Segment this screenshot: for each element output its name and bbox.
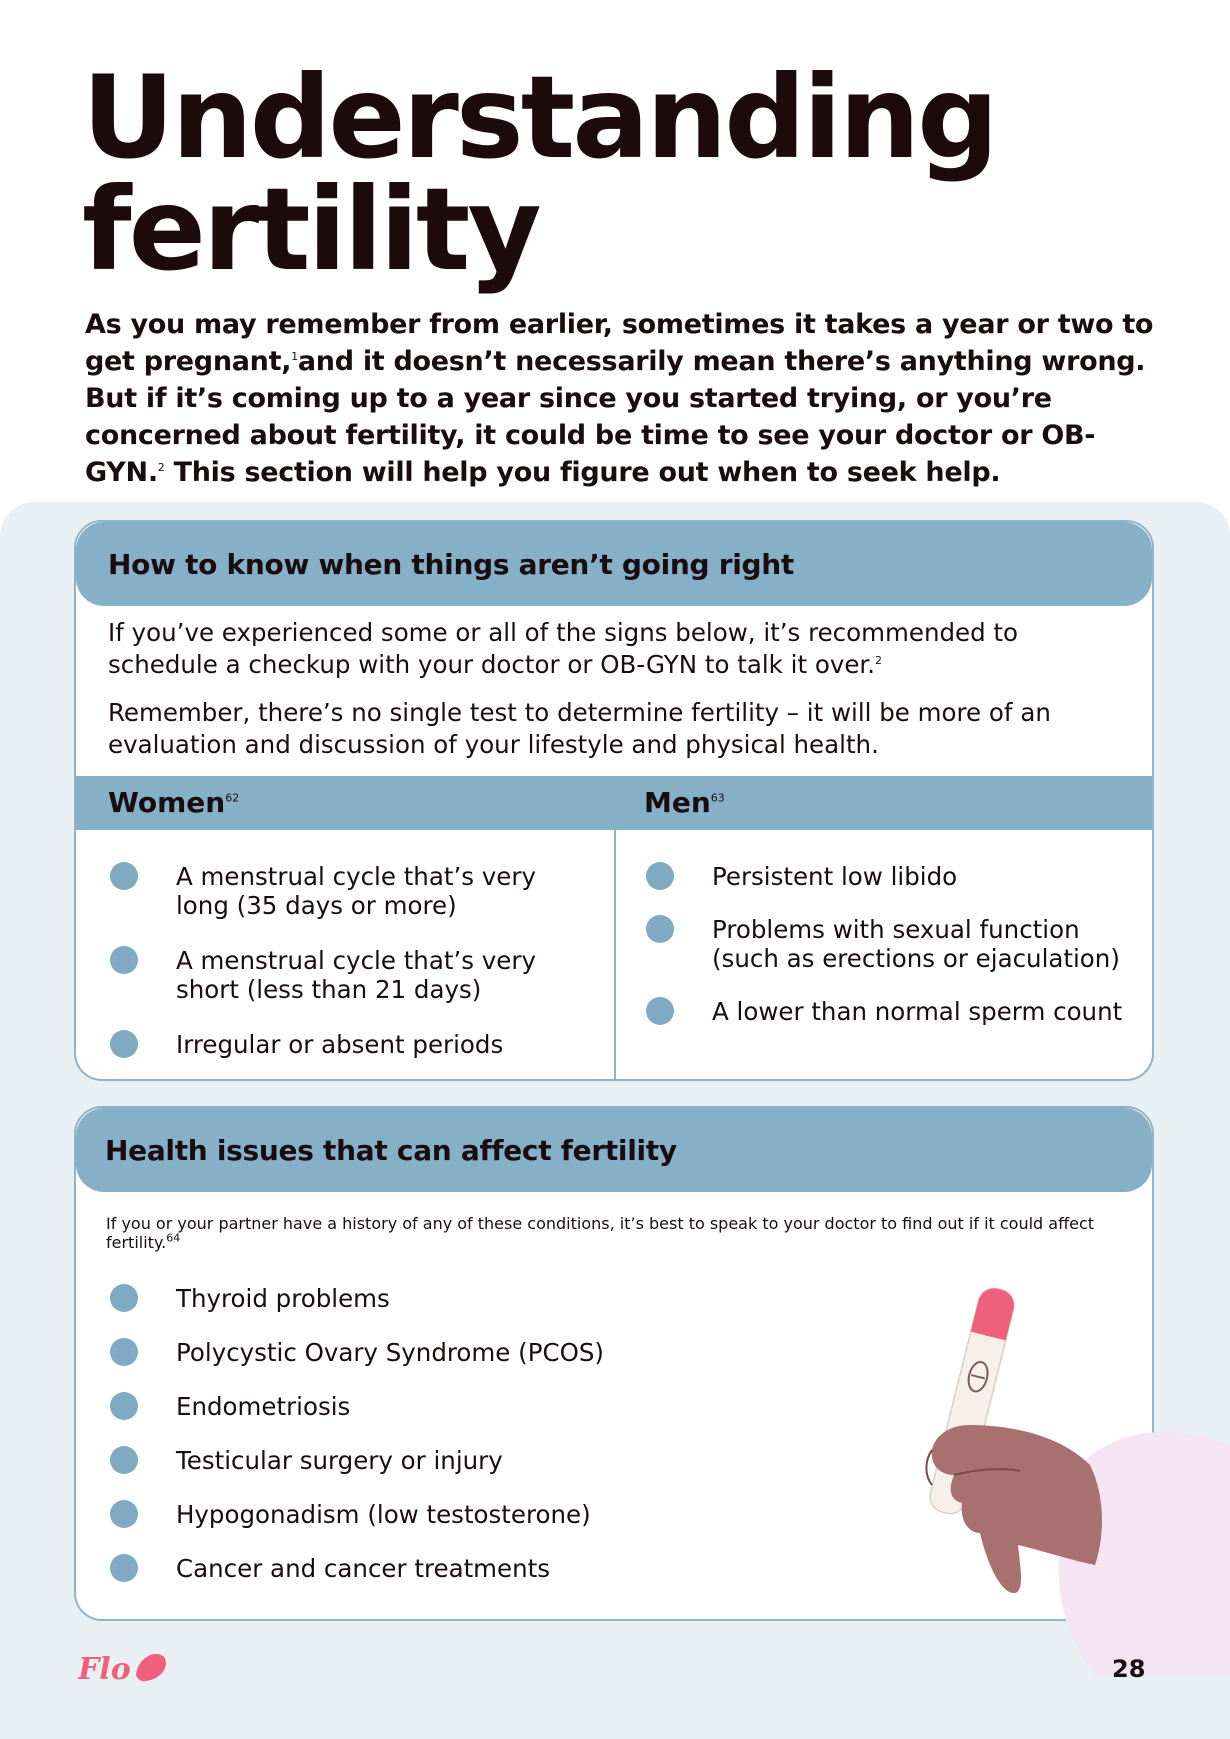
logo-text: Flo [78,1652,131,1687]
footnote-ref: 2 [875,653,883,667]
title-line-2: fertility [82,163,539,296]
footnote-ref: 2 [157,461,165,474]
list-item-text: Cancer and cancer treatments [176,1554,551,1583]
footnote-ref: 62 [225,791,240,805]
footnote-ref: 1 [291,350,298,363]
list-item-text: Irregular or absent periods [176,1030,504,1059]
bullet-dot-icon [646,862,674,890]
women-label: Women [108,786,226,819]
bullet-dot-icon [110,1284,138,1312]
footnote-ref: 63 [710,791,725,805]
title-line-1: Understanding [82,51,996,184]
list-item-text: A lower than normal sperm count [712,997,1123,1026]
health-card-header [76,1108,1152,1192]
list-item-text: Testicular surgery or injury [176,1446,503,1475]
list-item [110,1030,570,1059]
signs-card-header [76,522,1152,606]
list-item [646,997,1146,1026]
list-item-text: Polycystic Ovary Syndrome (PCOS) [176,1338,604,1367]
list-item [110,1500,810,1529]
list-item [110,1554,810,1583]
bullet-dot-icon [646,997,674,1025]
bullet-dot-icon [110,946,138,974]
list-item [110,1446,810,1475]
flo-logo-icon [78,1645,168,1689]
intro-text-1: As you may remember from earlier, sometimes it takes a year or two to get pregnant, [85,309,1154,377]
columns-header [76,776,1152,830]
health-para: If you or your partner have a history of any of these conditions, it’s best to speak to your doctor to find out if it could affect fertility. [106,1214,1095,1252]
bullet-dot-icon [110,1500,138,1528]
list-item-text: A menstrual cycle that’s very short (less than 21 days) [176,946,536,1004]
page-title [82,51,1082,296]
signs-intro-text [108,617,1118,681]
men-column-heading [644,786,725,819]
intro-text-3: This section will help you figure out when to seek help. [164,457,1001,488]
footnote-ref: 64 [166,1231,181,1245]
list-item-text: Thyroid problems [176,1284,390,1313]
health-card-heading: Health issues that can affect fertility [105,1133,677,1167]
men-signs-list [646,862,1146,1050]
bullet-dot-icon [110,1338,138,1366]
intro-text-2: and it doesn’t necessarily mean there’s anything wrong. But if it’s coming up to a year since you started trying, or you’re concerned about fertility, it could be time to see your doctor or OB-GYN. [85,346,1146,488]
list-item [110,1284,810,1313]
list-item-text: A menstrual cycle that’s very long (35 days or more) [176,862,536,920]
column-divider [614,830,616,1079]
list-item-text: Hypogonadism (low testosterone) [176,1500,591,1529]
women-column-heading [108,786,239,819]
list-item [110,1338,810,1367]
bullet-dot-icon [110,1392,138,1420]
signs-card-heading: How to know when things aren’t going right [108,547,795,581]
women-signs-list [110,862,570,1081]
health-issues-list [110,1284,810,1608]
hand-holding-pregnancy-test-icon [880,1275,1230,1675]
list-item [110,946,570,1004]
health-intro-text [106,1214,1106,1252]
bullet-dot-icon [646,915,674,943]
bullet-dot-icon [110,1554,138,1582]
list-item-text: Persistent low libido [712,862,958,891]
list-item [110,1392,810,1421]
men-label: Men [644,786,711,819]
signs-para-2: Remember, there’s no single test to determine fertility – it will be more of an evaluation and discussion of your lifestyle and physical health. [108,698,1051,759]
signs-card [74,520,1154,1081]
list-item [646,915,1146,973]
bullet-dot-icon [110,1030,138,1058]
page-number: 28 [1112,1655,1146,1683]
bullet-dot-icon [110,1446,138,1474]
list-item-text: Endometriosis [176,1392,351,1421]
signs-para-1: If you’ve experienced some or all of the signs below, it’s recommended to schedule a checkup with your doctor or OB-GYN to talk it over. [108,618,1019,679]
list-item-text: Problems with sexual function (such as erections or ejaculation) [712,915,1120,973]
list-item [646,862,1146,891]
list-item [110,862,570,920]
intro-paragraph [85,306,1160,491]
bullet-dot-icon [110,862,138,890]
